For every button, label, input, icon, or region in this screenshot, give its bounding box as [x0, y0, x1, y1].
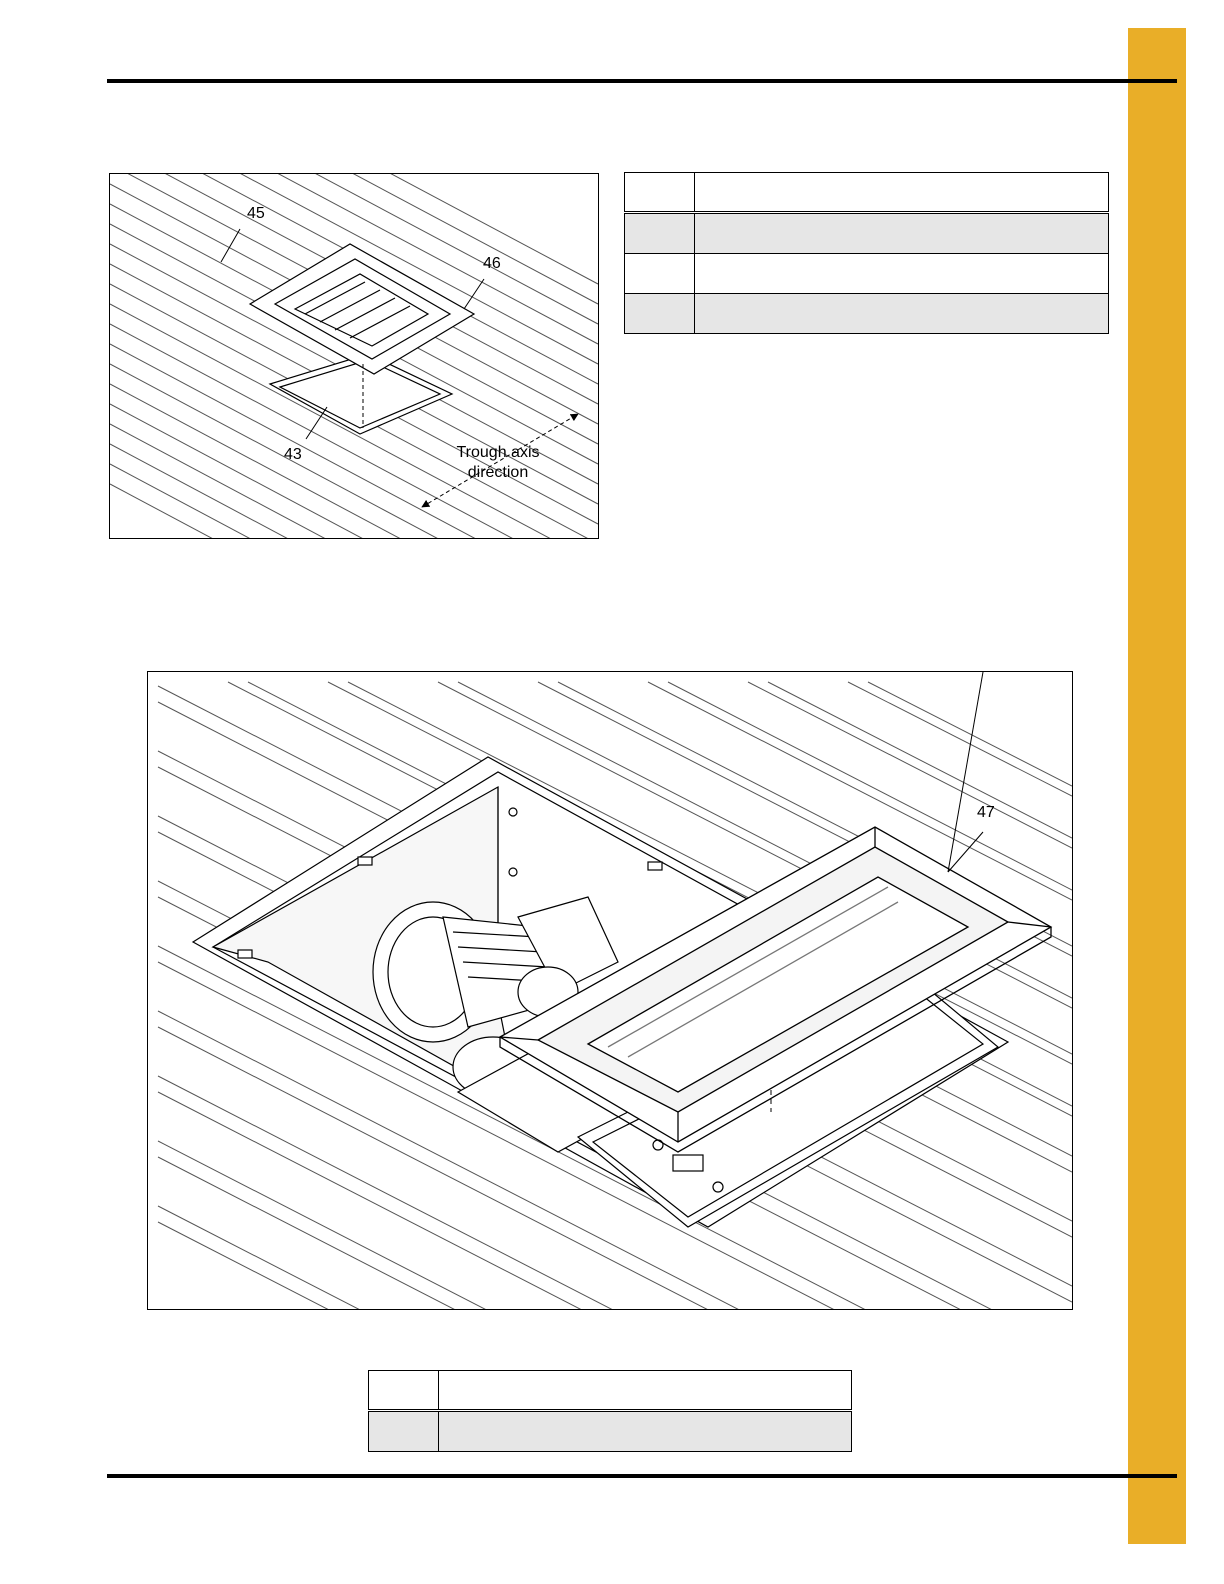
- callout-43: 43: [284, 446, 302, 463]
- header-rule: [107, 79, 1177, 83]
- description-cell: [439, 1411, 852, 1452]
- ref-cell: [625, 254, 695, 294]
- description-cell: [695, 213, 1109, 254]
- figure-2: [147, 671, 1073, 1310]
- ref-cell: [369, 1411, 439, 1452]
- figure-1: [109, 173, 599, 539]
- table-row: [369, 1411, 852, 1452]
- table-row: [625, 173, 1109, 213]
- description-cell: [695, 254, 1109, 294]
- trough-axis-label-line1: Trough axis: [456, 444, 540, 461]
- ref-cell: [625, 294, 695, 334]
- ref-cell: [625, 213, 695, 254]
- callout-46: 46: [483, 255, 501, 272]
- ref-cell: [625, 173, 695, 213]
- table-row: [625, 254, 1109, 294]
- ref-cell: [369, 1371, 439, 1411]
- side-tab: [1128, 28, 1186, 1544]
- parts-table-2: [368, 1370, 852, 1452]
- table-row: [625, 294, 1109, 334]
- parts-table-1: [624, 172, 1109, 334]
- description-cell: [695, 173, 1109, 213]
- callout-47: 47: [977, 804, 995, 821]
- roof-frame-upper: [250, 244, 474, 374]
- table-row: [369, 1371, 852, 1411]
- description-cell: [439, 1371, 852, 1411]
- trough-axis-label-line2: direction: [467, 464, 529, 481]
- footer-rule: [107, 1474, 1177, 1478]
- callout-45: 45: [247, 205, 265, 222]
- description-cell: [695, 294, 1109, 334]
- table-row: [625, 213, 1109, 254]
